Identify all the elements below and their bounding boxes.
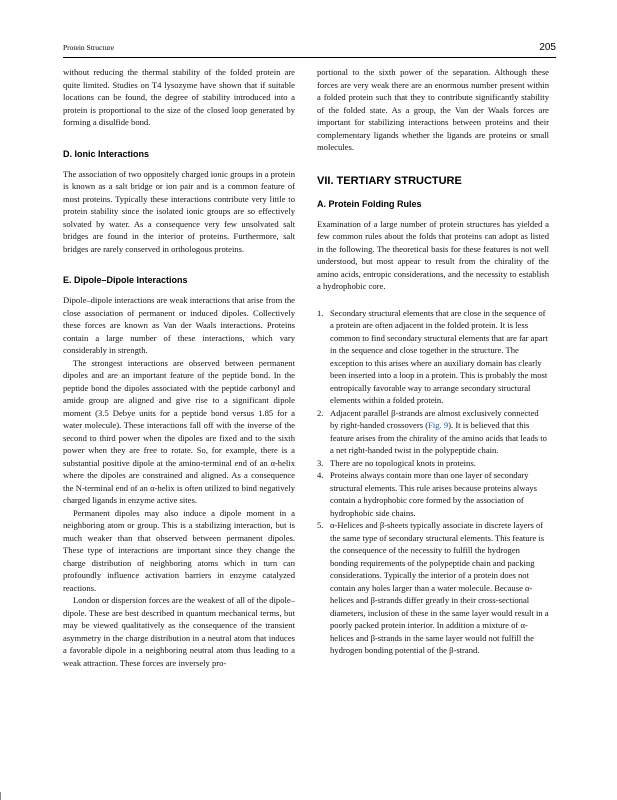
major-heading-tertiary-structure: VII. TERTIARY STRUCTURE [317, 174, 462, 187]
section-heading-ionic-interactions: D. Ionic Interactions [63, 148, 150, 159]
list-item-text: α-Helices and β-sheets typically associate in discrete layers of the same type of secondary structural elements. This feature is the consequence of the necessity to fulfill the hydrogen bonding requirements of the polypeptide chain and packing considerations. Typically the interior of a protein does not contain any holes larger than a water molecule. Because α-helices and β-strands differ greatly in their cross-sectional diameters, inclusion of these in the same layer would result in a poorly packed protein interior. In addition a mixture of α-helices and β-strands in the same layer would not fulfill the hydrogen bonding potential of the β-strand. [330, 520, 549, 655]
list-item-text: There are no topological knots in proteins. [330, 457, 476, 468]
list-item [317, 307, 549, 407]
section-heading-dipole-interactions: E. Dipole–Dipole Interactions [63, 275, 188, 285]
list-number: 3. [317, 457, 324, 468]
paragraph: Dipole–dipole interactions are weak interactions that arise from the close association of permanent or induced dipoles. Collectively these forces are known as Van der Waals interactions. Proteins contain a large number of these interactions, which vary considerably in strength. [63, 295, 295, 355]
list-item [317, 469, 549, 519]
list-number: 1. [317, 307, 324, 318]
list-item [317, 457, 549, 470]
paragraph: Examination of a large number of protein structures has yielded a few common rules about the folds that proteins can adopt as listed in the following. The theoretical basis for these features is not well understood, but most appear to result from the chirality of the amino acids, entropic considerations, and the necessity to establish a hydrophobic core. [317, 218, 549, 291]
list-item-text: ). It is believed that this feature arises from the chirality of the amino acids that leads to a net right-handed twist in the polypeptide chain. [330, 420, 547, 455]
paragraph: without reducing the thermal stability of the folded protein are quite limited. Studies on T4 lysozyme have shown that if suitable locations can be found, the degree of stability introduced into a protein is proportional to the size of the closed loop generated by forming a disulfide bond. [63, 67, 295, 127]
running-head [63, 43, 556, 55]
list-number: 2. [317, 407, 324, 418]
list-number: 4. [317, 470, 324, 480]
list-item-text: Secondary structural elements that are close in the sequence of a protein are often adjacent in the folded protein. It is less common to find secondary structural elements that are far apart in the sequence and close together in the structure. The exception to this arises where an auxiliary domain has clearly been inserted into a loop in a protein. This is probably the most entropically favorable way to arrange secondary structural elements within a folded protein. [330, 307, 548, 405]
list-item-text: Adjacent parallel β-strands are almost exclusively connected by right-handed crossovers ( [330, 407, 539, 430]
list-item [317, 407, 549, 457]
left-column [63, 66, 295, 669]
paragraph: The strongest interactions are observed between permanent dipoles and are an important feature of the peptide bond. In the peptide bond the dipoles associated with the peptide carbonyl and amide group are aligned and give rise to a significant dipole moment (3.5 Debye units for a peptide bond versus 1.85 for a water molecule). These interactions fall off with the inverse of the second to third power when the dipoles are fixed and to the sixth power when they are free to rotate. So, for example, there is a substantial positive dipole at the amino-terminal end of an α-helix where the dipoles are constrained and aligned. As a consequence the N-terminal end of an α-helix is often utilized to bind negatively charged ligands in enzyme active sites. [63, 357, 295, 505]
folding-rules-list [317, 307, 549, 657]
section-heading-protein-folding-rules: A. Protein Folding Rules [317, 198, 422, 209]
list-number: 5. [317, 520, 324, 530]
page-number: 205 [539, 42, 556, 53]
running-title: Protein Structure [63, 43, 115, 52]
margin-mark [0, 792, 1, 800]
paragraph: portional to the sixth power of the separation. Although these forces are very weak there are an enormous number present within a folded protein such that they to contribute significantly stability of the folded state. As a group, the Van der Waals forces are important for stabilizing interactions between proteins and their complementary ligands whether the ligands are proteins or small molecules. [317, 67, 549, 152]
paragraph: Permanent dipoles may also induce a dipole moment in a neighboring atom or group. This is a stabilizing interaction, but is much weaker than that observed between permanent dipoles. These type of interactions are important since they change the charge distribution of neighboring atoms which in turn can profoundly influence activation barriers in enzyme catalyzed reactions. [63, 507, 295, 593]
header-rule [63, 57, 556, 58]
list-item [317, 519, 549, 657]
paragraph: London or dispersion forces are the weakest of all of the dipole–dipole. These are best described in quantum mechanical terms, but may be viewed qualitatively as the consequence of the transient asymmetry in the charge distribution in a neutral atom that induces a favorable dipole in a neighboring neutral atom thus leading to a weak attraction. These forces are inversely pro- [63, 595, 295, 668]
right-column [317, 66, 549, 657]
list-item-text: Proteins always contain more than one layer of secondary structural elements. This rule arises because proteins always contain a hydrophobic core formed by the association of hydrophobic side chains. [330, 470, 537, 518]
paragraph: The association of two oppositely charged ionic groups in a protein is known as a salt bridge or ion pair and is a common feature of most proteins. Typically these interactions contribute very little to protein stability since the isolated ionic groups are so effectively solvated by water. As a consequence very few unsolvated salt bridges are found in the interior of proteins. Furthermore, salt bridges are rarely conserved in orthologous proteins. [63, 168, 295, 254]
figure-link[interactable]: Fig. 9 [428, 420, 449, 430]
